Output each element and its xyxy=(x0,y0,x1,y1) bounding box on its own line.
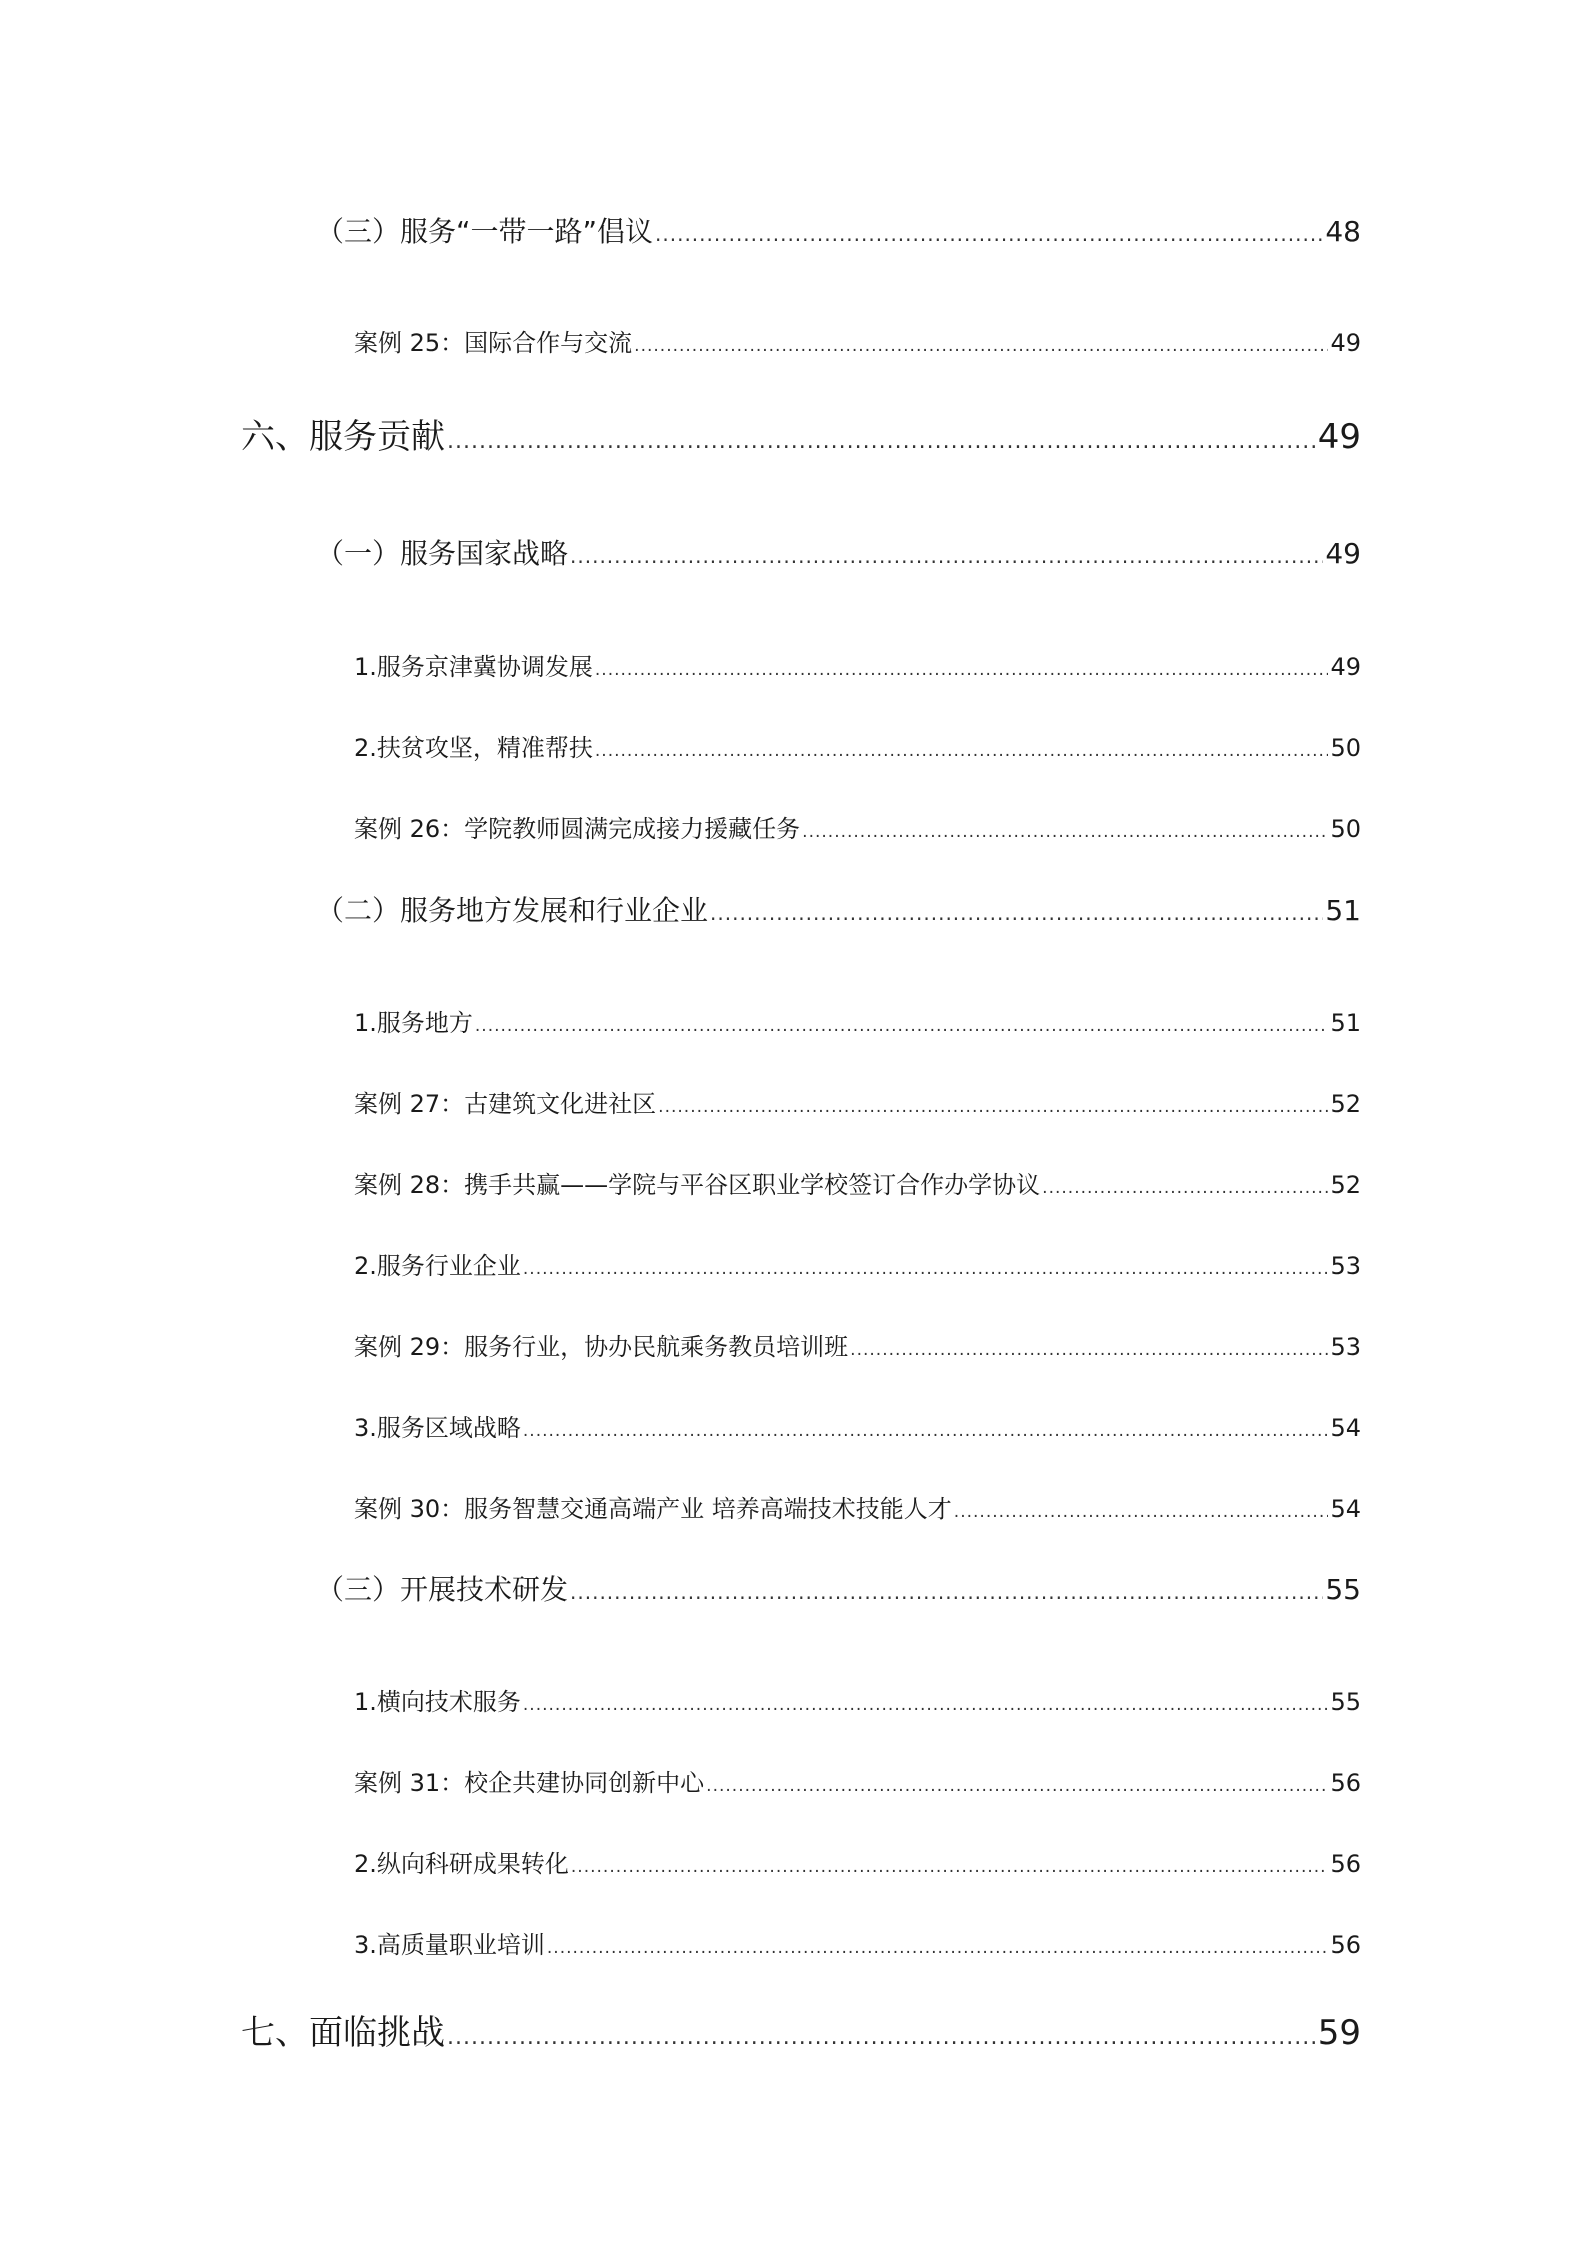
toc-entry-title: 1.服务京津冀协调发展 xyxy=(354,653,593,681)
toc-entry-page-number: 52 xyxy=(1330,1090,1361,1118)
toc-dot-leader xyxy=(523,1421,1329,1441)
toc-entry-item[interactable] xyxy=(354,1165,1361,1200)
toc-entry-page-number: 49 xyxy=(1317,417,1361,457)
toc-entry-page-number: 49 xyxy=(1330,653,1361,681)
toc-entry-page-number: 53 xyxy=(1330,1252,1361,1280)
toc-entry-item[interactable] xyxy=(354,1925,1361,1960)
toc-entry-title: 案例 26：学院教师圆满完成接力援藏任务 xyxy=(354,815,801,843)
toc-dot-leader xyxy=(447,429,1316,454)
toc-dot-leader xyxy=(447,2025,1316,2050)
toc-entry-item[interactable] xyxy=(354,1246,1361,1281)
toc-entry-title: 3.服务区域战略 xyxy=(354,1414,521,1442)
toc-entry-page-number: 54 xyxy=(1330,1495,1361,1523)
toc-entry-page-number: 50 xyxy=(1330,734,1361,762)
toc-entry-item[interactable] xyxy=(354,809,1361,844)
toc-entry-title: 3.高质量职业培训 xyxy=(354,1931,545,1959)
toc-dot-leader xyxy=(547,1938,1329,1958)
toc-dot-leader xyxy=(710,901,1323,925)
toc-entry-title: （二）服务地方发展和行业企业 xyxy=(316,894,709,927)
toc-entry-page-number: 55 xyxy=(1325,1573,1361,1606)
toc-entry-page-number: 56 xyxy=(1330,1931,1361,1959)
toc-dot-leader xyxy=(475,1016,1329,1036)
toc-entry-title: （三）服务“一带一路”倡议 xyxy=(316,215,654,248)
toc-entry-section[interactable] xyxy=(316,532,1361,572)
toc-dot-leader xyxy=(658,1097,1328,1117)
toc-entry-title: 案例 29：服务行业，协办民航乘务教员培训班 xyxy=(354,1333,849,1361)
toc-dot-leader xyxy=(634,336,1328,356)
toc-entry-title: 2.服务行业企业 xyxy=(354,1252,521,1280)
toc-dot-leader xyxy=(850,1340,1328,1360)
toc-dot-leader xyxy=(570,544,1323,568)
toc-dot-leader xyxy=(595,741,1329,761)
toc-dot-leader xyxy=(571,1857,1329,1877)
toc-entry-page-number: 52 xyxy=(1330,1171,1361,1199)
toc-entry-title: 案例 30：服务智慧交通高端产业 培养高端技术技能人才 xyxy=(354,1495,952,1523)
toc-entry-page-number: 54 xyxy=(1330,1414,1361,1442)
toc-entry-title: 2.扶贫攻坚，精准帮扶 xyxy=(354,734,593,762)
toc-dot-leader xyxy=(523,1695,1329,1715)
toc-dot-leader xyxy=(706,1776,1328,1796)
toc-entry-title: 案例 31：校企共建协同创新中心 xyxy=(354,1769,705,1797)
toc-entry-item[interactable] xyxy=(354,1682,1361,1717)
toc-entry-title: （三）开展技术研发 xyxy=(316,1573,569,1606)
toc-entry-item[interactable] xyxy=(354,1408,1361,1443)
toc-entry-title: 1.横向技术服务 xyxy=(354,1688,521,1716)
toc-dot-leader xyxy=(954,1502,1329,1522)
toc-entry-section[interactable] xyxy=(316,1568,1361,1608)
toc-entry-item[interactable] xyxy=(354,1763,1361,1798)
toc-entry-section[interactable] xyxy=(316,889,1361,929)
toc-dot-leader xyxy=(655,222,1323,246)
toc-entry-page-number: 51 xyxy=(1325,894,1361,927)
toc-entry-title: 六、服务贡献 xyxy=(241,417,445,457)
toc-entry-title: 七、面临挑战 xyxy=(241,2013,445,2053)
toc-entry-item[interactable] xyxy=(354,1327,1361,1362)
toc-entry-section[interactable] xyxy=(316,210,1361,250)
toc-entry-item[interactable] xyxy=(354,647,1361,682)
toc-entry-title: （一）服务国家战略 xyxy=(316,537,569,570)
toc-entry-item[interactable] xyxy=(354,1084,1361,1119)
toc-dot-leader xyxy=(1042,1178,1328,1198)
toc-entry-page-number: 53 xyxy=(1330,1333,1361,1361)
toc-entry-page-number: 56 xyxy=(1330,1769,1361,1797)
toc-entry-page-number: 49 xyxy=(1330,329,1361,357)
toc-entry-item[interactable] xyxy=(354,1003,1361,1038)
toc-entry-chapter[interactable] xyxy=(241,2005,1361,2054)
toc-entry-page-number: 48 xyxy=(1325,215,1361,248)
toc-entry-page-number: 56 xyxy=(1330,1850,1361,1878)
toc-dot-leader xyxy=(595,660,1329,680)
toc-entry-title: 2.纵向科研成果转化 xyxy=(354,1850,569,1878)
toc-entry-page-number: 59 xyxy=(1317,2013,1361,2053)
toc-entry-title: 案例 25：国际合作与交流 xyxy=(354,329,633,357)
toc-entry-page-number: 50 xyxy=(1330,815,1361,843)
toc-dot-leader xyxy=(523,1259,1329,1279)
toc-entry-page-number: 55 xyxy=(1330,1688,1361,1716)
toc-entry-chapter[interactable] xyxy=(241,409,1361,458)
toc-dot-leader xyxy=(570,1580,1323,1604)
toc-entry-item[interactable] xyxy=(354,1489,1361,1524)
toc-entry-title: 案例 27：古建筑文化进社区 xyxy=(354,1090,657,1118)
toc-entry-title: 案例 28：携手共赢——学院与平谷区职业学校签订合作办学协议 xyxy=(354,1171,1041,1199)
toc-entry-page-number: 51 xyxy=(1330,1009,1361,1037)
toc-entry-title: 1.服务地方 xyxy=(354,1009,473,1037)
toc-entry-item[interactable] xyxy=(354,1844,1361,1879)
toc-entry-page-number: 49 xyxy=(1325,537,1361,570)
toc-entry-item[interactable] xyxy=(354,323,1361,358)
toc-dot-leader xyxy=(802,822,1328,842)
toc-entry-item[interactable] xyxy=(354,728,1361,763)
